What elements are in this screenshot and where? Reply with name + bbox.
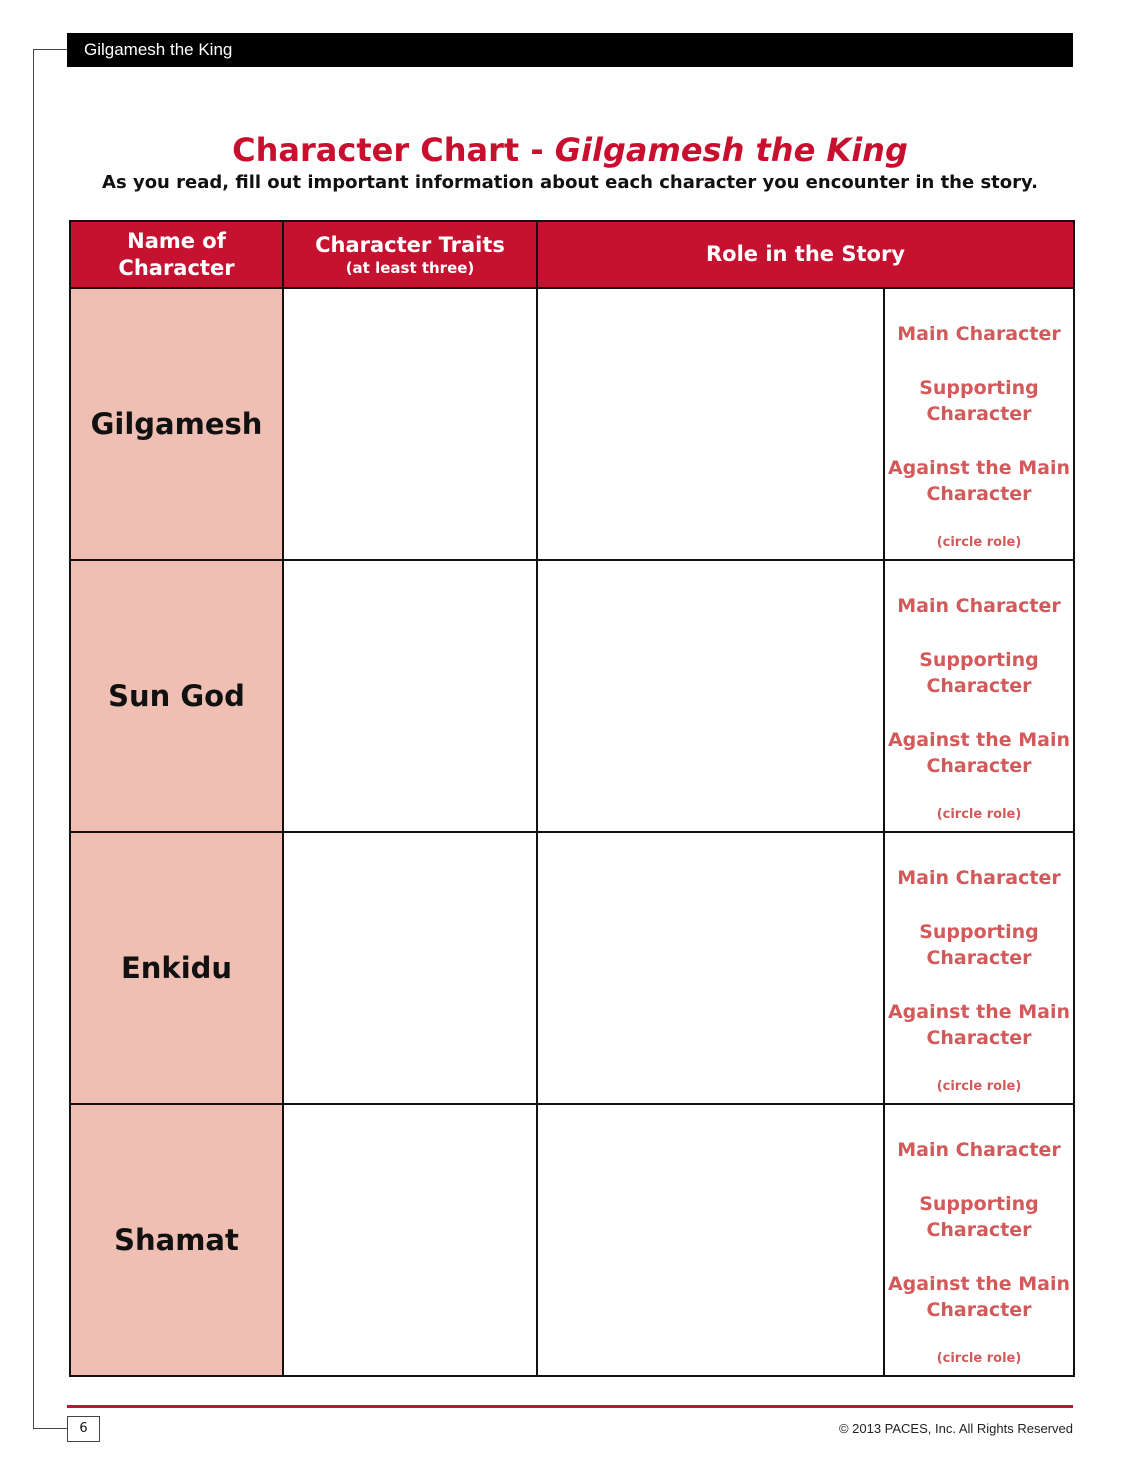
role-option-supporting-character[interactable] xyxy=(885,647,1073,699)
traits-cell[interactable] xyxy=(283,1104,537,1376)
character-name-cell xyxy=(70,832,283,1104)
role-option-against-main-character[interactable] xyxy=(885,727,1073,779)
role-against-line2: Character xyxy=(926,755,1032,777)
role-options-cell xyxy=(884,560,1074,832)
traits-cell[interactable] xyxy=(283,288,537,560)
role-options-cell xyxy=(884,288,1074,560)
role-option-supporting-character[interactable] xyxy=(885,919,1073,971)
running-header xyxy=(67,33,1073,67)
role-supporting-line2: Character xyxy=(926,1219,1032,1241)
role-options xyxy=(885,561,1073,829)
table-row xyxy=(70,288,1074,560)
role-description-cell[interactable] xyxy=(537,560,884,832)
character-name-cell xyxy=(70,288,283,560)
header-role-in-story xyxy=(537,221,1074,288)
header-role-label: Role in the Story xyxy=(706,242,905,266)
table-row xyxy=(70,1104,1074,1376)
role-supporting-line1: Supporting xyxy=(919,1193,1039,1215)
role-option-main-character[interactable] xyxy=(885,321,1073,347)
role-option-main-character[interactable] xyxy=(885,865,1073,891)
role-supporting-line1: Supporting xyxy=(919,377,1039,399)
role-against-line2: Character xyxy=(926,1299,1032,1321)
role-options xyxy=(885,1105,1073,1373)
role-options-cell xyxy=(884,1104,1074,1376)
role-options xyxy=(885,833,1073,1101)
character-name: Shamat xyxy=(114,1223,239,1257)
role-hint: (circle role) xyxy=(936,1079,1022,1094)
character-name-cell xyxy=(70,1104,283,1376)
character-name-cell xyxy=(70,560,283,832)
role-against-line1: Against the Main xyxy=(887,457,1071,479)
role-option-main-character[interactable] xyxy=(885,1137,1073,1163)
role-hint: (circle role) xyxy=(936,1351,1022,1366)
header-name-of-character xyxy=(70,221,283,288)
role-against-line2: Character xyxy=(926,1027,1032,1049)
role-option-against-main-character[interactable] xyxy=(885,455,1073,507)
table-row xyxy=(70,832,1074,1104)
header-traits-note: (at least three) xyxy=(345,259,475,277)
role-option-supporting-character[interactable] xyxy=(885,1191,1073,1243)
role-supporting-line1: Supporting xyxy=(919,649,1039,671)
role-against-line2: Character xyxy=(926,483,1032,505)
page-number: 6 xyxy=(67,1416,100,1442)
role-option-main-character[interactable] xyxy=(885,593,1073,619)
role-description-cell[interactable] xyxy=(537,288,884,560)
running-header-title: Gilgamesh the King xyxy=(84,40,233,59)
role-main-label: Main Character xyxy=(897,867,1061,889)
footer-divider xyxy=(67,1405,1073,1408)
role-options xyxy=(885,289,1073,557)
role-main-label: Main Character xyxy=(897,595,1061,617)
page-title-italic: Gilgamesh the King xyxy=(554,131,908,169)
role-hint: (circle role) xyxy=(936,807,1022,822)
role-supporting-line2: Character xyxy=(926,675,1032,697)
header-character-traits xyxy=(283,221,537,288)
role-main-label: Main Character xyxy=(897,1139,1061,1161)
table-row xyxy=(70,560,1074,832)
header-name-line1: Name of xyxy=(127,228,226,253)
traits-cell[interactable] xyxy=(283,560,537,832)
character-chart-table xyxy=(69,220,1075,1377)
header-name-line2: Character xyxy=(118,255,235,280)
copyright-notice: © 2013 PACES, Inc. All Rights Reserved xyxy=(838,1421,1073,1436)
role-supporting-line1: Supporting xyxy=(919,921,1039,943)
role-supporting-line2: Character xyxy=(926,947,1032,969)
page-title-main: Character Chart - xyxy=(232,131,555,169)
role-against-line1: Against the Main xyxy=(887,1273,1071,1295)
character-name: Sun God xyxy=(108,679,245,713)
page-bracket-line xyxy=(33,49,67,1429)
character-name: Enkidu xyxy=(120,951,233,985)
header-traits-label: Character Traits xyxy=(315,233,505,257)
role-description-cell[interactable] xyxy=(537,832,884,1104)
page-instructions: As you read, fill out important information about each character you encounter in the story. xyxy=(102,172,1038,193)
role-main-label: Main Character xyxy=(897,323,1061,345)
traits-cell[interactable] xyxy=(283,832,537,1104)
role-option-against-main-character[interactable] xyxy=(885,999,1073,1051)
role-option-against-main-character[interactable] xyxy=(885,1271,1073,1323)
role-hint: (circle role) xyxy=(936,535,1022,550)
role-against-line1: Against the Main xyxy=(887,1001,1071,1023)
role-against-line1: Against the Main xyxy=(887,729,1071,751)
role-supporting-line2: Character xyxy=(926,403,1032,425)
page-title xyxy=(0,130,1140,170)
header-row xyxy=(70,221,1074,288)
role-option-supporting-character[interactable] xyxy=(885,375,1073,427)
role-description-cell[interactable] xyxy=(537,1104,884,1376)
role-options-cell xyxy=(884,832,1074,1104)
character-name: Gilgamesh xyxy=(90,407,263,441)
